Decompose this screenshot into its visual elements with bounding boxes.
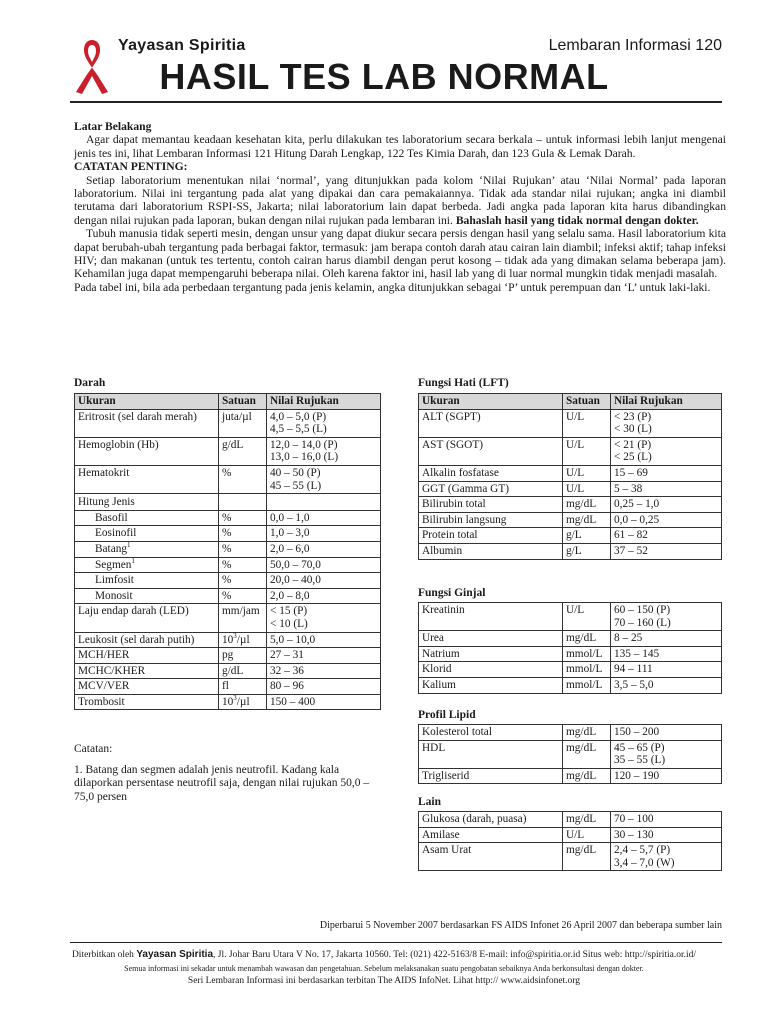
test-range: 70 – 100 — [611, 812, 722, 828]
group-label: Hitung Jenis — [75, 494, 219, 511]
range-line: < 21 (P) — [614, 438, 652, 451]
kidney-section-title: Fungsi Ginjal — [418, 587, 486, 599]
table-row — [419, 465, 722, 481]
important-note-paragraph — [74, 174, 726, 228]
table-row — [75, 437, 381, 465]
test-range: 80 – 96 — [267, 679, 381, 695]
test-range — [267, 409, 381, 437]
test-range: 5 – 38 — [611, 481, 722, 497]
test-unit: U/L — [563, 465, 611, 481]
intro-section — [74, 120, 726, 294]
range-line: < 10 (L) — [270, 617, 308, 630]
test-name: Albumin — [419, 543, 563, 559]
test-range: 61 – 82 — [611, 528, 722, 544]
disclaimer: Semua informasi ini sekadar untuk menambah wawasan dan pengetahuan. Sebelum melaksanakan suatu pengobatan sebaiknya Anda berkonsultasi dengan dokter. — [124, 964, 644, 973]
important-note-heading: CATATAN PENTING: — [74, 160, 188, 174]
test-name-text: Monosit — [95, 589, 133, 602]
test-unit: g/dL — [219, 663, 267, 679]
test-name: MCHC/KHER — [75, 663, 219, 679]
gender-paragraph: Pada tabel ini, bila ada perbedaan tergantung pada jenis kelamin, angka ditunjukkan sebagai ‘P’ untuk perempuan dan ‘L’ untuk laki-laki. — [74, 280, 711, 294]
test-unit: % — [219, 526, 267, 542]
test-name — [75, 573, 219, 589]
table-row — [419, 662, 722, 678]
test-range: 30 – 130 — [611, 827, 722, 843]
table-row — [75, 648, 381, 664]
test-name: Leukosit (sel darah putih) — [75, 632, 219, 648]
range-line: 45 – 65 (P) — [614, 741, 665, 754]
test-range: 150 – 200 — [611, 725, 722, 741]
range-line: 70 – 160 (L) — [614, 616, 671, 629]
footer-divider — [70, 942, 722, 943]
test-range: 50,0 – 70,0 — [267, 557, 381, 573]
notes-text: 1. Batang dan segmen adalah jenis neutrofil. Kadang kala dilaporkan persentase neutrofil saja, dengan nilai rujukan 50,0 – 75,0 persen — [74, 764, 370, 803]
range-line: 40 – 50 (P) — [270, 466, 321, 479]
series-label: Lembaran Informasi 120 — [548, 37, 722, 54]
range-line: 13,0 – 16,0 (L) — [270, 451, 339, 464]
test-range — [611, 603, 722, 631]
test-range: 0,25 – 1,0 — [611, 497, 722, 513]
test-name: Glukosa (darah, puasa) — [419, 812, 563, 828]
test-name: GGT (Gamma GT) — [419, 481, 563, 497]
test-unit: g/dL — [219, 437, 267, 465]
table-row — [75, 604, 381, 632]
table-row — [75, 694, 381, 710]
other-table — [418, 811, 722, 871]
notes-title: Catatan: — [74, 743, 113, 755]
test-unit: mg/dL — [563, 631, 611, 647]
test-name: Bilirubin total — [419, 497, 563, 513]
test-name: Protein total — [419, 528, 563, 544]
table-row — [75, 465, 381, 493]
test-name: Kalium — [419, 677, 563, 693]
range-line: < 30 (L) — [614, 423, 652, 436]
test-range: 27 – 31 — [267, 648, 381, 664]
test-unit: % — [219, 557, 267, 573]
test-unit: mg/dL — [563, 768, 611, 784]
lipid-section-title: Profil Lipid — [418, 709, 476, 721]
test-unit: pg — [219, 648, 267, 664]
table-row — [75, 632, 381, 648]
test-unit: mg/dL — [563, 512, 611, 528]
column-header: Satuan — [563, 394, 611, 410]
table-row — [419, 603, 722, 631]
footnote-marker: 1 — [127, 541, 131, 550]
column-header: Nilai Rujukan — [611, 394, 722, 410]
lipid-table — [418, 724, 722, 784]
test-range — [267, 437, 381, 465]
table-row — [419, 827, 722, 843]
test-name — [75, 526, 219, 542]
range-line: 45 – 55 (L) — [270, 479, 322, 492]
test-unit: mmol/L — [563, 646, 611, 662]
table-row — [419, 812, 722, 828]
test-name: Laju endap darah (LED) — [75, 604, 219, 632]
test-name — [75, 541, 219, 557]
unit-suffix: /µl — [236, 695, 250, 708]
test-name — [75, 557, 219, 573]
test-name: AST (SGOT) — [419, 437, 563, 465]
publisher-line — [0, 949, 768, 960]
test-name: Natrium — [419, 646, 563, 662]
test-name-text: Batang — [95, 542, 127, 555]
test-name-text: Limfosit — [95, 574, 134, 587]
test-range: 150 – 400 — [267, 694, 381, 710]
table-row — [419, 481, 722, 497]
test-range: 32 – 36 — [267, 663, 381, 679]
test-range: 2,0 – 6,0 — [267, 541, 381, 557]
test-name — [75, 510, 219, 526]
test-name: Kreatinin — [419, 603, 563, 631]
test-name-text: Basofil — [95, 511, 128, 524]
test-name: MCH/HER — [75, 648, 219, 664]
table-row — [75, 510, 381, 526]
range-line: 3,4 – 7,0 (W) — [614, 856, 675, 869]
test-range: 8 – 25 — [611, 631, 722, 647]
test-range: 37 – 52 — [611, 543, 722, 559]
unit-suffix: /µl — [236, 633, 250, 646]
liver-section-title: Fungsi Hati (LFT) — [418, 377, 509, 389]
header-divider — [70, 101, 722, 103]
table-row — [419, 497, 722, 513]
test-unit: U/L — [563, 437, 611, 465]
column-header: Ukuran — [419, 394, 563, 410]
test-name: Klorid — [419, 662, 563, 678]
range-line: < 25 (L) — [614, 451, 652, 464]
blood-table — [74, 393, 381, 710]
table-header-row — [75, 394, 381, 410]
test-range — [267, 604, 381, 632]
table-row — [75, 588, 381, 604]
unit-exponent: 3 — [233, 631, 237, 640]
test-unit: mg/dL — [563, 497, 611, 513]
background-heading: Latar Belakang — [74, 120, 152, 133]
test-unit: U/L — [563, 481, 611, 497]
test-name: Asam Urat — [419, 843, 563, 871]
test-range — [611, 843, 722, 871]
test-name: Eritrosit (sel darah merah) — [75, 409, 219, 437]
test-range: 5,0 – 10,0 — [267, 632, 381, 648]
unit-base: 10 — [222, 633, 234, 646]
test-name: Amilase — [419, 827, 563, 843]
test-range: 135 – 145 — [611, 646, 722, 662]
range-line: 35 – 55 (L) — [614, 754, 666, 767]
table-row — [419, 528, 722, 544]
test-name: Trombosit — [75, 694, 219, 710]
test-name — [75, 588, 219, 604]
table-header-row — [419, 394, 722, 410]
test-range: 20,0 – 40,0 — [267, 573, 381, 589]
organization-name: Yayasan Spiritia — [118, 37, 246, 54]
test-name: Urea — [419, 631, 563, 647]
test-range: 120 – 190 — [611, 768, 722, 784]
test-unit: U/L — [563, 827, 611, 843]
table-row — [75, 494, 381, 511]
variability-paragraph: Tubuh manusia tidak seperti mesin, dengan unsur yang dapat diukur secara persis dengan hasil yang selalu sama. Hasil laboratorium kita dapat berubah-ubah tergantung pada berbagai faktor, termasuk: jam berapa contoh darah atau cairan lain diambil; infeksi aktif; tahap infeksi HIV; dan makanan (untuk tes tertentu, contoh cairan harus diambil dengan perut kosong – tidak ada yang dimakan selama beberapa jam). Kehamilan juga dapat mempengaruhi beberapa nilai. Oleh karena faktor ini, hasil lab yang di luar normal mungkin tidak menjadi masalah. — [74, 227, 726, 281]
test-range: 2,0 – 8,0 — [267, 588, 381, 604]
test-unit: mmol/L — [563, 677, 611, 693]
column-header: Nilai Rujukan — [267, 394, 381, 410]
test-unit: % — [219, 541, 267, 557]
publisher-org: Yayasan Spiritia — [136, 949, 214, 960]
test-range: 15 – 69 — [611, 465, 722, 481]
kidney-table — [418, 602, 722, 694]
test-unit: g/L — [563, 528, 611, 544]
other-section-title: Lain — [418, 796, 442, 808]
range-line: 12,0 – 14,0 (P) — [270, 438, 338, 451]
table-row — [419, 437, 722, 465]
test-unit: mg/dL — [563, 812, 611, 828]
range-line: < 15 (P) — [270, 605, 308, 618]
table-row — [419, 740, 722, 768]
test-unit: mmol/L — [563, 662, 611, 678]
test-unit — [219, 632, 267, 648]
range-line: < 23 (P) — [614, 410, 652, 423]
empty-cell — [267, 494, 381, 511]
table-row — [419, 512, 722, 528]
test-name-text: Eosinofil — [95, 527, 137, 540]
publisher-address: , Jl. Johar Baru Utara V No. 17, Jakarta 10560. Tel: (021) 422-5163/8 E-mail: info@spiritia.or.id Situs web: http://spiritia.or.id/ — [213, 950, 697, 960]
test-unit: % — [219, 465, 267, 493]
test-unit: fl — [219, 679, 267, 695]
table-row — [419, 768, 722, 784]
test-unit: mg/dL — [563, 725, 611, 741]
footnote-marker: 1 — [131, 556, 135, 565]
test-unit: juta/µl — [219, 409, 267, 437]
test-name: ALT (SGPT) — [419, 409, 563, 437]
test-name: HDL — [419, 740, 563, 768]
test-name: Hemoglobin (Hb) — [75, 437, 219, 465]
table-row — [75, 663, 381, 679]
range-line: 60 – 150 (P) — [614, 604, 671, 616]
empty-cell — [219, 494, 267, 511]
test-unit: mg/dL — [563, 843, 611, 871]
test-range: 1,0 – 3,0 — [267, 526, 381, 542]
important-note-bold: Bahaslah hasil yang tidak normal dengan dokter. — [455, 213, 699, 227]
column-header: Ukuran — [75, 394, 219, 410]
table-row — [419, 843, 722, 871]
test-name-text: Segmen — [95, 558, 132, 571]
test-unit — [219, 694, 267, 710]
test-name: Hematokrit — [75, 465, 219, 493]
range-line: 4,5 – 5,5 (L) — [270, 423, 327, 436]
test-range — [611, 740, 722, 768]
test-unit: g/L — [563, 543, 611, 559]
series-note: Seri Lembaran Informasi ini berdasarkan terbitan The AIDS InfoNet. Lihat http:// www.aidsinfonet.org — [187, 976, 581, 986]
test-name: Alkalin fosfatase — [419, 465, 563, 481]
test-unit: mm/jam — [219, 604, 267, 632]
test-name: Bilirubin langsung — [419, 512, 563, 528]
test-range: 3,5 – 5,0 — [611, 677, 722, 693]
table-row — [75, 557, 381, 573]
test-range — [611, 409, 722, 437]
test-name: Trigliserid — [419, 768, 563, 784]
range-line: 4,0 – 5,0 (P) — [270, 410, 327, 423]
test-unit: % — [219, 588, 267, 604]
table-row — [419, 677, 722, 693]
table-row — [419, 646, 722, 662]
test-range: 94 – 111 — [611, 662, 722, 678]
important-note-text: Setiap laboratorium menentukan nilai ‘normal’, yang ditunjukkan pada kolom ‘Nilai Rujukan’ atau ‘Nilai Normal’ pada laporan laboratorium. Nilai ini tergantung pada alat yang dipakai dan cara pemakaiannya. Tidak ada standar nilai rujukan; angka ini diambil terutama dari laboratorium RSPI-SS, Jakarta; nilai laboratorium lain dapat berbeda. Jadi angka pada laporan kita harus dibandingkan dengan nilai rujukan pada laporan, bukan dengan nilai rujukan pada lembaran ini. — [74, 173, 726, 227]
publisher-prefix: Diterbitkan oleh — [71, 950, 137, 960]
table-row — [419, 409, 722, 437]
range-line: 2,4 – 5,7 (P) — [614, 844, 671, 857]
test-range: 0,0 – 1,0 — [267, 510, 381, 526]
test-name: Kolesterol total — [419, 725, 563, 741]
page-title: HASIL TES LAB NORMAL — [159, 56, 609, 97]
test-range — [611, 437, 722, 465]
table-row — [75, 573, 381, 589]
table-row — [419, 725, 722, 741]
unit-exponent: 3 — [233, 694, 237, 703]
test-unit: mg/dL — [563, 740, 611, 768]
blood-section-title: Darah — [74, 377, 106, 389]
test-range — [267, 465, 381, 493]
update-note: Diperbarui 5 November 2007 berdasarkan FS AIDS Infonet 26 April 2007 dan beberapa sumber lain — [319, 920, 722, 931]
table-row — [75, 526, 381, 542]
table-row — [75, 541, 381, 557]
test-unit: % — [219, 573, 267, 589]
unit-base: 10 — [222, 695, 234, 708]
background-paragraph: Agar dapat memantau keadaan kesehatan kita, perlu dilakukan tes laboratorium secara berkala – untuk informasi lebih lanjut mengenai jenis tes ini, lihat Lembaran Informasi 121 Hitung Darah Lengkap, 122 Tes Kimia Darah, dan 123 Gula & Lemak Darah. — [74, 133, 726, 160]
test-name: MCV/VER — [75, 679, 219, 695]
column-header: Satuan — [219, 394, 267, 410]
table-row — [419, 631, 722, 647]
table-row — [75, 679, 381, 695]
test-unit: U/L — [563, 409, 611, 437]
liver-table — [418, 393, 722, 560]
test-unit: U/L — [563, 603, 611, 631]
test-range: 0,0 – 0,25 — [611, 512, 722, 528]
table-row — [75, 409, 381, 437]
table-row — [419, 543, 722, 559]
test-unit: % — [219, 510, 267, 526]
